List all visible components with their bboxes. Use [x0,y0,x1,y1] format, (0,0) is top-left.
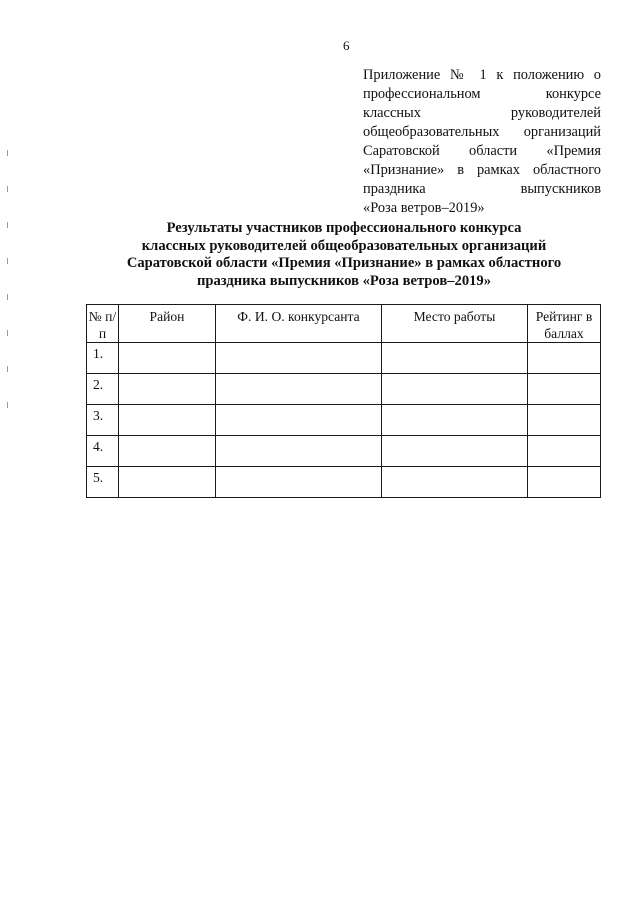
table-header-row [87,305,601,343]
contestant-name-cell [216,467,382,498]
rating-cell [528,436,601,467]
district-cell [119,436,216,467]
district-cell [119,374,216,405]
document-title-line: Саратовской области «Премия «Признание» в рамках областного [126,255,562,271]
scan-mark [7,186,8,192]
rating-cell [528,405,601,436]
column-header-rating: Рейтинг в баллах [528,305,601,343]
rating-cell [528,374,601,405]
page-number: 6 [343,38,350,53]
district-cell [119,343,216,374]
appendix-note-line: праздника выпускников [363,181,601,197]
workplace-cell [382,436,528,467]
appendix-note [363,66,601,218]
document-title-line: классных руководителей общеобразовательных организаций [141,237,547,254]
scan-mark [7,366,8,372]
row-number-cell: 5. [87,467,119,498]
table-row [87,467,601,498]
workplace-cell [382,467,528,498]
appendix-note-line: Приложение № 1 к положению о [363,67,601,83]
column-header-district: Район [119,305,216,343]
workplace-cell [382,343,528,374]
document-title [90,220,598,290]
appendix-note-line: профессиональном конкурсе [363,86,601,102]
document-title-line: Результаты участников профессионального конкурса [166,220,522,236]
scan-mark [7,222,8,228]
column-header-number: № п/п [87,305,119,343]
scan-mark [7,330,8,336]
workplace-cell [382,405,528,436]
appendix-note-line: Саратовской области «Премия [363,143,601,159]
appendix-note-line: «Признание» в рамках областного [363,162,601,178]
district-cell [119,405,216,436]
results-table [86,304,601,498]
row-number-cell: 3. [87,405,119,436]
appendix-note-line: классных руководителей [363,105,601,121]
scan-mark [7,258,8,264]
rating-cell [528,343,601,374]
scan-margin-marks [7,150,9,450]
table-row [87,374,601,405]
column-header-contestant-name: Ф. И. О. конкурсанта [216,305,382,343]
table-row [87,343,601,374]
scan-mark [7,150,8,156]
row-number-cell: 1. [87,343,119,374]
district-cell [119,467,216,498]
contestant-name-cell [216,405,382,436]
contestant-name-cell [216,343,382,374]
scan-mark [7,294,8,300]
table-row [87,436,601,467]
table-row [87,405,601,436]
row-number-cell: 2. [87,374,119,405]
appendix-note-line: общеобразовательных организаций [363,124,601,140]
row-number-cell: 4. [87,436,119,467]
appendix-note-line: «Роза ветров–2019» [363,200,485,216]
contestant-name-cell [216,374,382,405]
column-header-workplace: Место работы [382,305,528,343]
rating-cell [528,467,601,498]
scan-mark [7,402,8,408]
document-title-line: праздника выпускников «Роза ветров–2019» [196,272,492,289]
workplace-cell [382,374,528,405]
contestant-name-cell [216,436,382,467]
